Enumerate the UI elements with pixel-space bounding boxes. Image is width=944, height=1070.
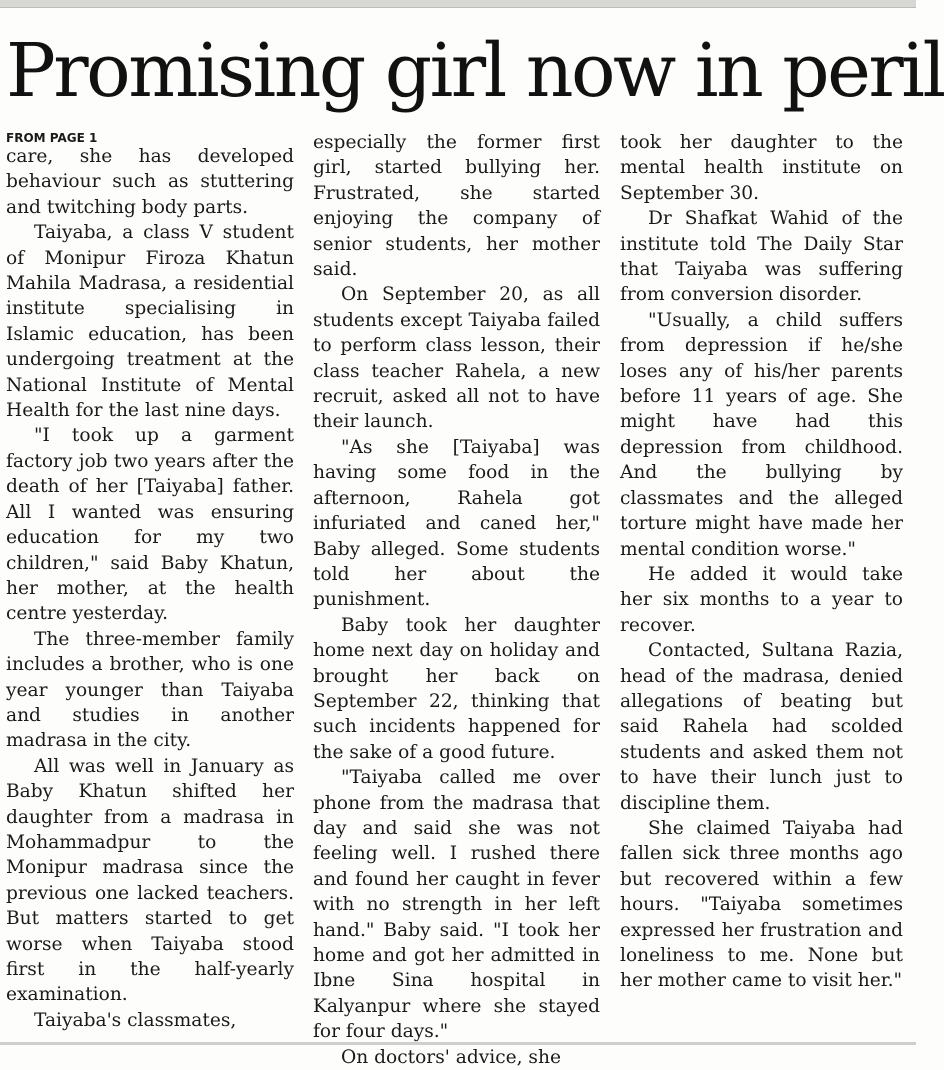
paragraph: Taiyaba, a class V student of Monipur Firoza Khatun Mahila Madrasa, a residential institute specialising in Islamic education, has been undergoing treatment at the National Institute of Mental Health for the last nine days. — [6, 222, 294, 422]
paragraph: "Usually, a child suffers from depression if he/she loses any of his/her parents before 11 years of age. She might have had this depression from childhood. And the bullying by classmates and the alleged torture might have made her mental condition worse." — [620, 309, 903, 560]
page-top-rule — [0, 0, 916, 8]
paragraph: The three-member family includes a brother, who is one year younger than Taiyaba and studies in another madrasa in the city. — [6, 628, 294, 752]
continued-from-kicker: FROM PAGE 1 — [6, 131, 98, 145]
paragraph: On September 20, as all students except Taiyaba failed to perform class lesson, their class teacher Rahela, a new recruit, asked all not to have their launch. — [313, 284, 600, 433]
paragraph: On doctors' advice, she — [341, 1046, 561, 1068]
paragraph: care, she has developed behaviour such as stuttering and twitching body parts. — [6, 146, 294, 218]
page-bottom-rule — [0, 1042, 916, 1045]
paragraph: "Taiyaba called me over phone from the madrasa that day and said she was not feeling well. I rushed there and found her caught in fever with no strength in her left hand." Baby said. "I took her home and got her admitted in Ibne Sina hospital in Kalyanpur where she stayed for four days." — [313, 767, 600, 1043]
paragraph: Baby took her daughter home next day on holiday and brought her back on September 22, thinking that such incidents happened for the sake of a good future. — [313, 614, 600, 763]
paragraph: Dr Shafkat Wahid of the institute told The Daily Star that Taiyaba was suffering from conversion disorder. — [620, 208, 903, 306]
paragraph: "As she [Taiyaba] was having some food in the afternoon, Rahela got infuriated and caned her," Baby alleged. Some students told her about the punishment. — [313, 436, 600, 611]
paragraph: Contacted, Sultana Razia, head of the madrasa, denied allegations of beating but said Rahela had scolded students and asked them not to have their lunch just to discipline them. — [620, 640, 903, 814]
paragraph: Taiyaba's classmates, — [34, 1009, 237, 1031]
paragraph: He added it would take her six months to a year to recover. — [620, 563, 903, 636]
paragraph: took her daughter to the mental health institute on September 30. — [620, 132, 903, 204]
article-column-3 — [620, 130, 903, 1035]
paragraph: She claimed Taiyaba had fallen sick three months ago but recovered within a few hours. "Taiyaba sometimes expressed her frustration and loneliness to me. None but her mother came to visit her." — [620, 817, 903, 992]
article-column-2 — [313, 130, 600, 1068]
paragraph: especially the former first girl, started bullying her. Frustrated, she started enjoying the company of senior students, her mother said. — [313, 132, 600, 281]
paragraph: "I took up a garment factory job two years after the death of her [Taiyaba] father. All I wanted was ensuring education for my two children," said Baby Khatun, her mother, at the health centre yesterday. — [6, 425, 294, 625]
paragraph: All was well in January as Baby Khatun shifted her daughter from a madrasa in Mohammadpur to the Monipur madrasa since the previous one lacked teachers. But matters started to get worse when Taiyaba stood first in the half-yearly examination. — [6, 755, 294, 1006]
article-column-1 — [6, 130, 294, 1035]
headline: Promising girl now in peril — [6, 28, 944, 114]
